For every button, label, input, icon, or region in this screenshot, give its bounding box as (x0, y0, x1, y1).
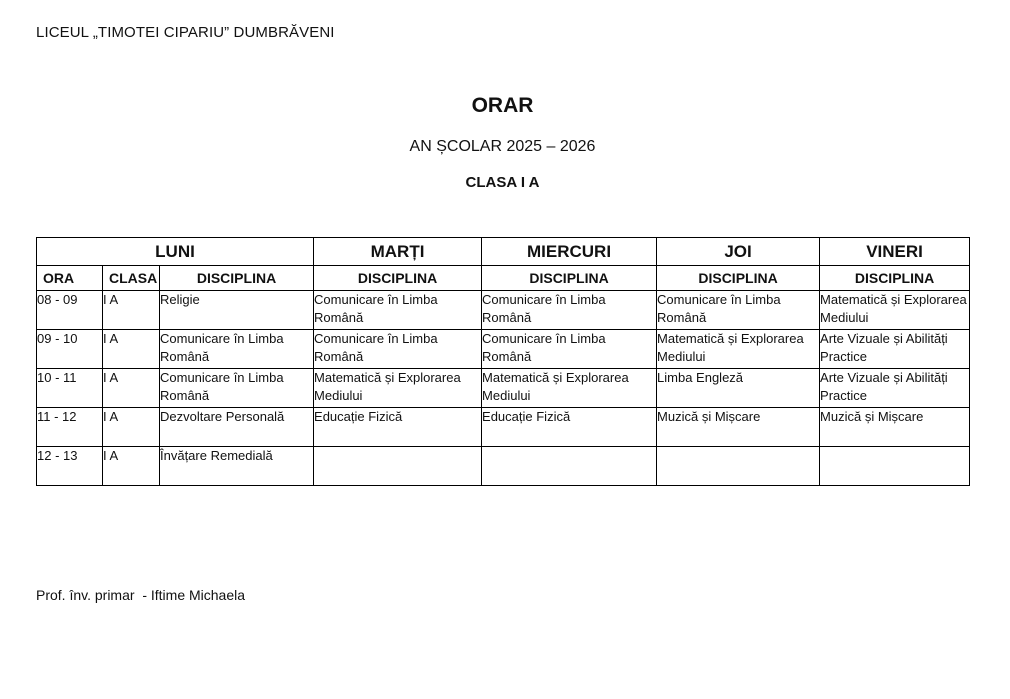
column-header-clasa: CLASA (103, 266, 160, 291)
school-name: LICEUL „TIMOTEI CIPARIU” DUMBRĂVENI (36, 24, 335, 41)
column-header-disciplina-luni: DISCIPLINA (160, 266, 314, 291)
hour-cell: 10 - 11 (37, 369, 103, 408)
day-header-marti: MARȚI (314, 238, 482, 266)
table-row (37, 447, 970, 486)
subject-cell-vineri: Muzică și Mișcare (820, 408, 970, 447)
subject-cell-marti: Educație Fizică (314, 408, 482, 447)
table-row (37, 408, 970, 447)
teacher-signature: Prof. înv. primar - Iftime Michaela (36, 587, 246, 603)
subject-cell-miercuri (482, 447, 657, 486)
subject-cell-marti: Matematică și Explorarea Mediului (314, 369, 482, 408)
subject-cell-vineri: Matematică și Explorarea Mediului (820, 291, 970, 330)
subject-cell-miercuri: Matematică și Explorarea Mediului (482, 369, 657, 408)
day-header-joi: JOI (657, 238, 820, 266)
table-row (37, 291, 970, 330)
subject-cell-luni: Învățare Remedială (160, 447, 314, 486)
day-header-row (37, 238, 970, 266)
table-row (37, 369, 970, 408)
subject-cell-joi: Limba Engleză (657, 369, 820, 408)
hour-cell: 12 - 13 (37, 447, 103, 486)
subject-cell-miercuri: Comunicare în Limba Română (482, 291, 657, 330)
subject-cell-luni: Comunicare în Limba Română (160, 330, 314, 369)
page-title: ORAR (471, 94, 534, 117)
column-header-disciplina-miercuri: DISCIPLINA (482, 266, 657, 291)
subject-cell-joi: Matematică și Explorarea Mediului (657, 330, 820, 369)
subject-cell-joi: Muzică și Mișcare (657, 408, 820, 447)
subject-cell-joi: Comunicare în Limba Română (657, 291, 820, 330)
column-header-row (37, 266, 970, 291)
class-cell: I A (103, 291, 160, 330)
class-cell: I A (103, 447, 160, 486)
subject-cell-miercuri: Educație Fizică (482, 408, 657, 447)
day-header-luni: LUNI (37, 238, 314, 266)
class-cell: I A (103, 330, 160, 369)
subject-cell-luni: Comunicare în Limba Română (160, 369, 314, 408)
subject-cell-marti: Comunicare în Limba Română (314, 291, 482, 330)
class-name: CLASA I A (465, 174, 540, 191)
hour-cell: 09 - 10 (37, 330, 103, 369)
subject-cell-miercuri: Comunicare în Limba Română (482, 330, 657, 369)
column-header-disciplina-vineri: DISCIPLINA (820, 266, 970, 291)
timetable (36, 237, 970, 486)
subject-cell-vineri: Arte Vizuale și Abilități Practice (820, 330, 970, 369)
hour-cell: 08 - 09 (37, 291, 103, 330)
subject-cell-luni: Religie (160, 291, 314, 330)
subject-cell-joi (657, 447, 820, 486)
day-header-miercuri: MIERCURI (482, 238, 657, 266)
day-header-vineri: VINERI (820, 238, 970, 266)
subject-cell-luni: Dezvoltare Personală (160, 408, 314, 447)
table-row (37, 330, 970, 369)
subject-cell-marti (314, 447, 482, 486)
column-header-ora: ORA (37, 266, 103, 291)
column-header-disciplina-joi: DISCIPLINA (657, 266, 820, 291)
subject-cell-vineri (820, 447, 970, 486)
subject-cell-vineri: Arte Vizuale și Abilități Practice (820, 369, 970, 408)
class-cell: I A (103, 408, 160, 447)
school-year: AN ȘCOLAR 2025 – 2026 (409, 138, 596, 155)
hour-cell: 11 - 12 (37, 408, 103, 447)
subject-cell-marti: Comunicare în Limba Română (314, 330, 482, 369)
class-cell: I A (103, 369, 160, 408)
column-header-disciplina-marti: DISCIPLINA (314, 266, 482, 291)
